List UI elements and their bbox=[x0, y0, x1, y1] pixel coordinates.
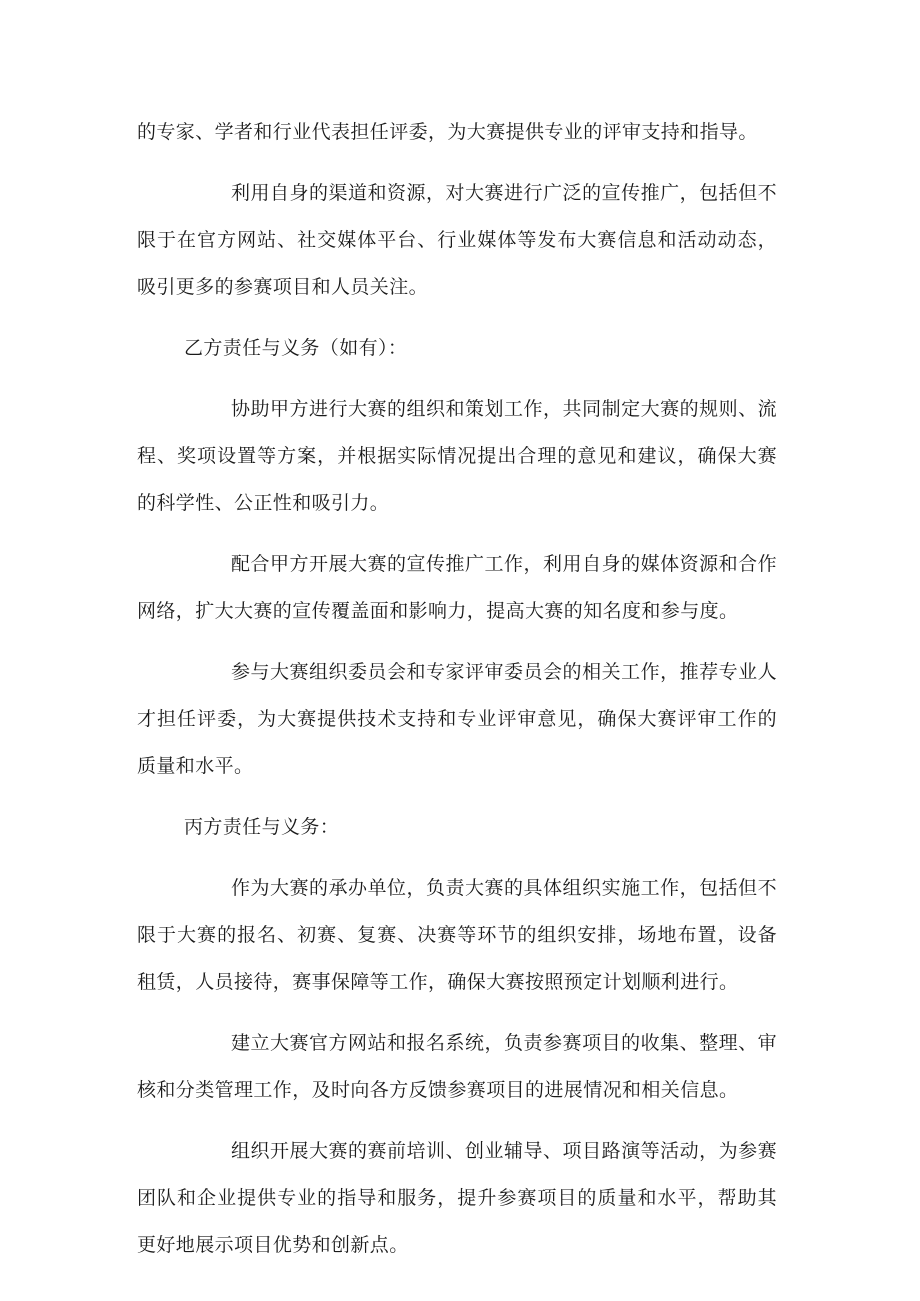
section-heading-party-c: 丙方责任与义务： bbox=[184, 816, 340, 838]
section-heading-party-b: 乙方责任与义务（如有）： bbox=[184, 337, 408, 359]
paragraph-party-c-host: 作为大赛的承办单位，负责大赛的具体组织实施工作，包括但不限于大赛的报名、初赛、复赛、决赛等环节的组织安排，场地布置，设备租赁，人员接待，赛事保障等工作，确保大赛按照预定计划顺利进行。 bbox=[137, 877, 777, 993]
document-body bbox=[137, 109, 777, 1283]
paragraph-party-b-promotion: 配合甲方开展大赛的宣传推广工作，利用自身的媒体资源和合作网络，扩大大赛的宣传覆盖面和影响力，提高大赛的知名度和参与度。 bbox=[137, 553, 777, 622]
paragraph-publicity: 利用自身的渠道和资源，对大赛进行广泛的宣传推广，包括但不限于在官方网站、社交媒体平台、行业媒体等发布大赛信息和活动动态，吸引更多的参赛项目和人员关注。 bbox=[137, 182, 777, 298]
paragraph-party-c-training: 组织开展大赛的赛前培训、创业辅导、项目路演等活动，为参赛团队和企业提供专业的指导和服务，提升参赛项目的质量和水平，帮助其更好地展示项目优势和创新点。 bbox=[137, 1140, 777, 1256]
paragraph-party-c-website: 建立大赛官方网站和报名系统，负责参赛项目的收集、整理、审核和分类管理工作，及时向各方反馈参赛项目的进展情况和相关信息。 bbox=[137, 1032, 777, 1101]
paragraph-party-b-committee: 参与大赛组织委员会和专家评审委员会的相关工作，推荐专业人才担任评委，为大赛提供技术支持和专业评审意见，确保大赛评审工作的质量和水平。 bbox=[137, 661, 777, 777]
paragraph-party-b-organize: 协助甲方进行大赛的组织和策划工作，共同制定大赛的规则、流程、奖项设置等方案，并根据实际情况提出合理的意见和建议，确保大赛的科学性、公正性和吸引力。 bbox=[137, 398, 777, 514]
paragraph-continuation: 的专家、学者和行业代表担任评委，为大赛提供专业的评审支持和指导。 bbox=[137, 121, 758, 143]
